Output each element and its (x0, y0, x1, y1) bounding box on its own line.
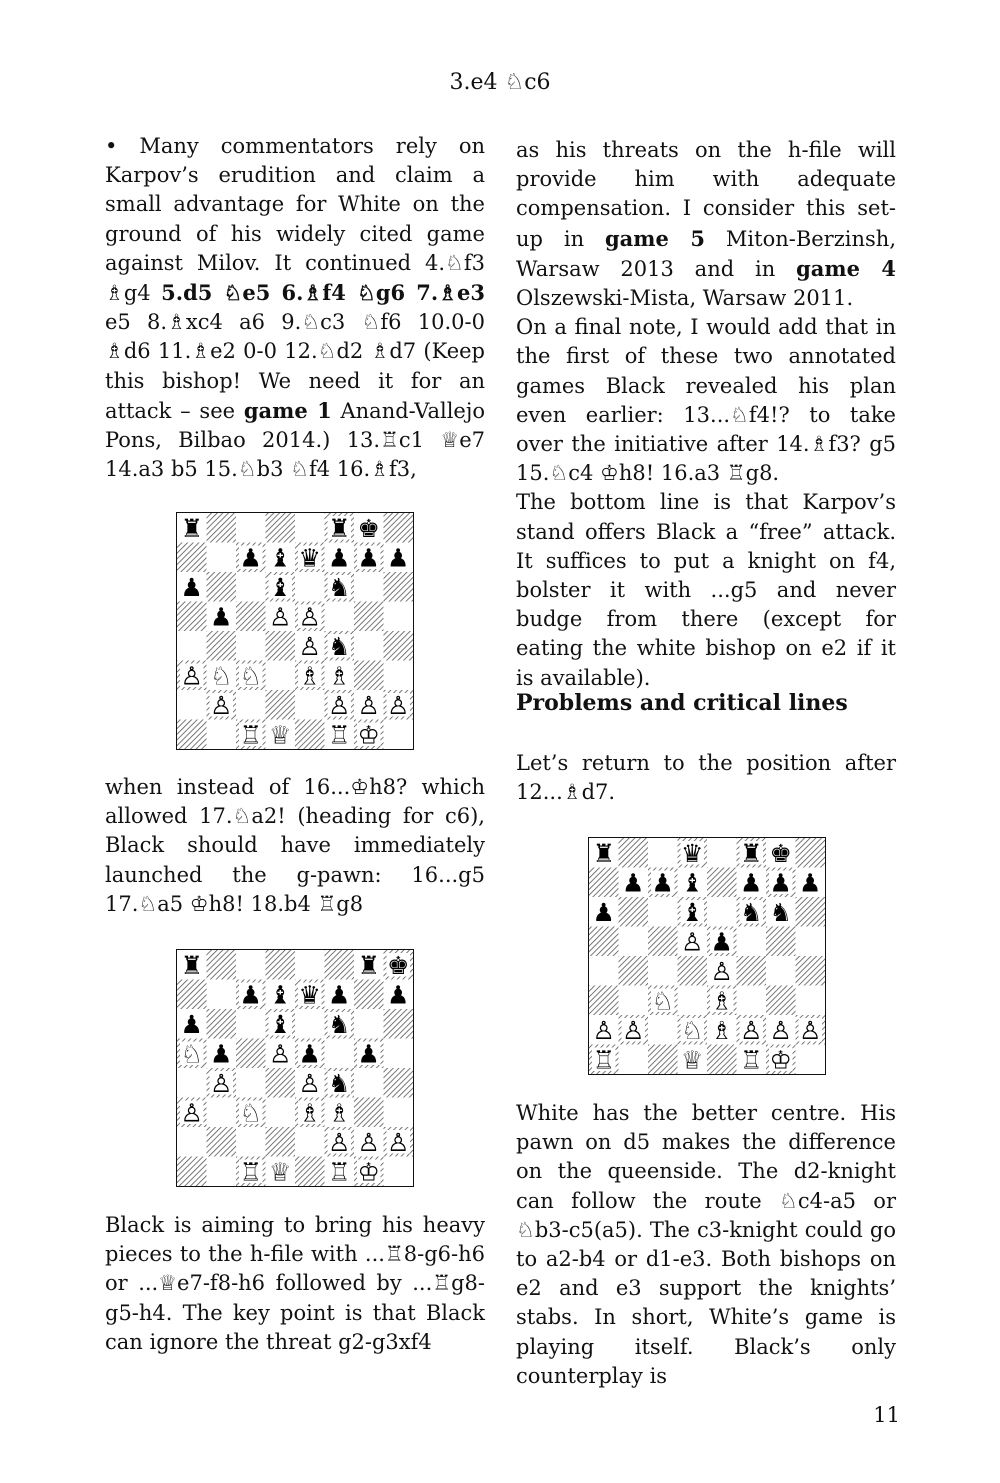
dark-square (384, 1068, 414, 1098)
light-square (177, 690, 207, 720)
black-knight-icon: ♞ (328, 631, 351, 661)
dark-square (737, 956, 767, 986)
text-run: Miton-Berzinsh, Warsaw 2013 and in (516, 226, 897, 281)
light-square (648, 838, 678, 868)
paragraph-g-pawn: when instead of 16...♔h8? which allowed 17.♘a2! (heading for c6), Black should have immediately launched the g-pawn: 16...g5 17.♘a5 ♔h8! 18.b4 ♖g8 (105, 775, 485, 916)
light-square (236, 1068, 266, 1098)
light-square (295, 690, 325, 720)
dark-square (236, 1039, 266, 1069)
black-pawn-icon: ♟ (180, 572, 203, 602)
right-column-bottom (516, 1099, 896, 1391)
text-run: Olszewski-Mista, Warsaw 2011. (516, 286, 854, 311)
white-pawn-icon: ♙ (298, 602, 321, 632)
light-square (766, 956, 796, 986)
light-square (207, 1098, 237, 1128)
black-pawn-icon: ♟ (357, 1039, 380, 1069)
black-knight-icon: ♞ (328, 1009, 351, 1039)
white-pawn-icon: ♙ (269, 1039, 292, 1069)
dark-square (619, 956, 649, 986)
white-knight-icon: ♘ (180, 1039, 203, 1069)
white-pawn-icon: ♙ (769, 1015, 792, 1045)
white-knight-icon: ♘ (239, 661, 262, 691)
black-pawn-icon: ♟ (651, 868, 674, 898)
white-knight-icon: ♘ (210, 661, 233, 691)
light-square (295, 513, 325, 543)
dark-square (207, 513, 237, 543)
light-square (295, 572, 325, 602)
dark-square (354, 602, 384, 632)
light-square (236, 1127, 266, 1157)
black-pawn-icon: ♟ (328, 543, 351, 573)
white-pawn-icon: ♙ (357, 690, 380, 720)
light-square (295, 1127, 325, 1157)
light-square (354, 1068, 384, 1098)
dark-square (207, 1009, 237, 1039)
white-knight-icon: ♘ (239, 1098, 262, 1128)
dark-square (766, 986, 796, 1016)
paragraph-heavy-pieces: Black is aiming to bring his heavy pieces to the h-file with ...♖8-g6-h6 or ...♕e7-f8-h6 followed by ...♖g8-g5-h4. The key point is that Black can ignore the threat g2-g3xf4 (105, 1213, 485, 1354)
dark-square (177, 602, 207, 632)
white-rook-icon: ♖ (239, 720, 262, 749)
white-pawn-icon: ♙ (210, 1068, 233, 1098)
white-knight-icon: ♘ (681, 1015, 704, 1045)
white-bishop-icon: ♗ (298, 661, 321, 691)
dark-square (648, 1045, 678, 1075)
black-pawn-icon: ♟ (239, 980, 262, 1010)
white-rook-icon: ♖ (239, 1157, 262, 1186)
dark-square (678, 956, 708, 986)
dark-square (796, 956, 826, 986)
dark-square (177, 1157, 207, 1187)
black-rook-icon: ♜ (592, 838, 615, 868)
paragraph-final-note: On a final note, I would add that in the first of these two annotated games Black revealed his plan even earlier: 13...♘f4!? to take over the initiative after 14.♗f3? g5 15.♘c4 ♔h8! 16.a3 ♖g8. (516, 315, 896, 486)
black-pawn-icon: ♟ (387, 980, 410, 1010)
chessboard-svg (177, 513, 413, 749)
black-pawn-icon: ♟ (210, 1039, 233, 1069)
white-queen-icon: ♕ (269, 1157, 292, 1186)
black-queen-icon: ♛ (298, 543, 321, 573)
black-pawn-icon: ♟ (357, 543, 380, 573)
bold-text-run: game 5 (605, 225, 706, 251)
dark-square (266, 513, 296, 543)
dark-square (384, 1009, 414, 1039)
black-king-icon: ♚ (357, 513, 380, 543)
white-bishop-icon: ♗ (710, 986, 733, 1016)
page-number: 11 (873, 1403, 900, 1427)
text-run: as his threats on the h-file will provide him with adequate compensation. I consider this set-up in (516, 138, 896, 251)
white-pawn-icon: ♙ (298, 631, 321, 661)
white-rook-icon: ♖ (592, 1045, 615, 1074)
light-square (796, 1045, 826, 1075)
paragraph-karpov-milov (105, 132, 485, 484)
white-pawn-icon: ♙ (710, 956, 733, 986)
black-bishop-icon: ♝ (681, 868, 704, 898)
light-square (236, 513, 266, 543)
dark-square (384, 572, 414, 602)
light-square (384, 661, 414, 691)
black-rook-icon: ♜ (180, 950, 203, 980)
black-bishop-icon: ♝ (269, 980, 292, 1010)
chessboard-svg (177, 950, 413, 1186)
text-run: • Many commentators rely on Karpov’s erudition and claim a small advantage for White on the ground of his widely cited game against Milov. It continued 4.♘f3 ♗g4 (105, 134, 485, 306)
dark-square (266, 1068, 296, 1098)
white-pawn-icon: ♙ (210, 690, 233, 720)
black-knight-icon: ♞ (740, 897, 763, 927)
black-pawn-icon: ♟ (239, 543, 262, 573)
light-square (384, 602, 414, 632)
light-square (619, 986, 649, 1016)
white-bishop-icon: ♗ (328, 661, 351, 691)
dark-square (207, 1127, 237, 1157)
black-rook-icon: ♜ (357, 950, 380, 980)
white-bishop-icon: ♗ (298, 1098, 321, 1128)
dark-square (266, 631, 296, 661)
light-square (648, 897, 678, 927)
light-square (589, 956, 619, 986)
light-square (384, 1098, 414, 1128)
dark-square (648, 927, 678, 957)
light-square (207, 543, 237, 573)
light-square (207, 980, 237, 1010)
white-queen-icon: ♕ (269, 720, 292, 749)
paragraph-bottom-line: The bottom line is that Karpov’s stand offers Black a “free” attack. It suffices to put a knight on f4, bolster it with ...g5 and never budge from there (except for eating the white bishop on e2 if it is available). (516, 490, 896, 690)
white-pawn-icon: ♙ (269, 602, 292, 632)
light-square (384, 720, 414, 750)
text-run: e5 8.♗xc4 a6 9.♘c3 ♘f6 10.0-0 ♗d6 11.♗e2 0-0 12.♘d2 ♗d7 (Keep this bishop! We need it for an attack – see (105, 310, 485, 423)
dark-square (589, 927, 619, 957)
dark-square (589, 868, 619, 898)
black-rook-icon: ♜ (328, 513, 351, 543)
dark-square (384, 631, 414, 661)
dark-square (207, 631, 237, 661)
light-square (384, 1039, 414, 1069)
light-square (325, 1039, 355, 1069)
light-square (737, 986, 767, 1016)
light-square (619, 1045, 649, 1075)
dark-square (325, 950, 355, 980)
black-knight-icon: ♞ (328, 572, 351, 602)
light-square (648, 956, 678, 986)
light-square (295, 950, 325, 980)
light-square (648, 1015, 678, 1045)
running-header: 3.e4 ♘c6 (449, 70, 551, 95)
white-pawn-icon: ♙ (328, 1127, 351, 1157)
light-square (354, 572, 384, 602)
chess-diagram-3 (588, 837, 826, 1075)
light-square (236, 572, 266, 602)
light-square (384, 1157, 414, 1187)
light-square (177, 1068, 207, 1098)
black-queen-icon: ♛ (298, 980, 321, 1010)
dark-square (236, 602, 266, 632)
white-pawn-icon: ♙ (328, 690, 351, 720)
white-king-icon: ♔ (357, 720, 380, 749)
right-column-top (516, 136, 896, 693)
dark-square (266, 690, 296, 720)
left-column-bottom (105, 1211, 485, 1357)
dark-square (619, 838, 649, 868)
black-bishop-icon: ♝ (269, 1009, 292, 1039)
black-knight-icon: ♞ (769, 897, 792, 927)
white-pawn-icon: ♙ (180, 1098, 203, 1128)
black-pawn-icon: ♟ (298, 1039, 321, 1069)
light-square (207, 1157, 237, 1187)
dark-square (796, 897, 826, 927)
paragraph-better-centre: White has the better centre. His pawn on d5 makes the difference on the queenside. The d2-knight can follow the route ♘c4-a5 or ♘b3-c5(a5). The c3-knight could go to a2-b4 or d1-e3. Both bishops on e2 and e3 support the knights’ stabs. In short, White’s game is playing itself. Black’s only counterplay is (516, 1101, 896, 1388)
black-knight-icon: ♞ (328, 1068, 351, 1098)
black-pawn-icon: ♟ (710, 927, 733, 957)
dark-square (207, 572, 237, 602)
black-pawn-icon: ♟ (740, 868, 763, 898)
light-square (619, 927, 649, 957)
white-pawn-icon: ♙ (298, 1068, 321, 1098)
light-square (796, 927, 826, 957)
black-rook-icon: ♜ (740, 838, 763, 868)
black-pawn-icon: ♟ (387, 543, 410, 573)
dark-square (766, 927, 796, 957)
white-king-icon: ♔ (769, 1045, 792, 1074)
chess-diagram-1 (176, 512, 414, 750)
bold-text-run: 5.d5 ♘e5 6.♗f4 ♘g6 7.♗e3 (161, 280, 486, 306)
black-rook-icon: ♜ (180, 513, 203, 543)
black-pawn-icon: ♟ (210, 602, 233, 632)
black-bishop-icon: ♝ (269, 572, 292, 602)
dark-square (266, 1127, 296, 1157)
white-rook-icon: ♖ (328, 1157, 351, 1186)
dark-square (796, 838, 826, 868)
white-pawn-icon: ♙ (799, 1015, 822, 1045)
light-square (236, 631, 266, 661)
dark-square (354, 661, 384, 691)
dark-square (354, 1098, 384, 1128)
light-square (236, 690, 266, 720)
light-square (707, 897, 737, 927)
black-king-icon: ♚ (387, 950, 410, 980)
black-pawn-icon: ♟ (622, 868, 645, 898)
light-square (177, 1127, 207, 1157)
section-heading: Problems and critical lines (516, 690, 848, 716)
white-king-icon: ♔ (357, 1157, 380, 1186)
dark-square (619, 897, 649, 927)
light-square (707, 838, 737, 868)
dark-square (295, 720, 325, 750)
paragraph-return-position: Let’s return to the position after 12...♗d7. (516, 751, 896, 805)
left-column-top (105, 132, 485, 484)
light-square (236, 950, 266, 980)
light-square (737, 927, 767, 957)
white-pawn-icon: ♙ (387, 690, 410, 720)
light-square (177, 631, 207, 661)
white-pawn-icon: ♙ (622, 1015, 645, 1045)
black-pawn-icon: ♟ (328, 980, 351, 1010)
chessboard-svg (589, 838, 825, 1074)
right-column-mid (516, 749, 896, 807)
light-square (266, 1098, 296, 1128)
light-square (354, 631, 384, 661)
white-bishop-icon: ♗ (328, 1098, 351, 1128)
chess-diagram-2 (176, 949, 414, 1187)
black-bishop-icon: ♝ (681, 897, 704, 927)
black-queen-icon: ♛ (681, 838, 704, 868)
white-pawn-icon: ♙ (740, 1015, 763, 1045)
dark-square (177, 543, 207, 573)
black-pawn-icon: ♟ (799, 868, 822, 898)
white-rook-icon: ♖ (328, 720, 351, 749)
dark-square (177, 720, 207, 750)
black-bishop-icon: ♝ (269, 543, 292, 573)
white-rook-icon: ♖ (740, 1045, 763, 1074)
light-square (207, 720, 237, 750)
white-knight-icon: ♘ (651, 986, 674, 1016)
dark-square (354, 980, 384, 1010)
text-run: Anand-Vallejo Pons, Bilbao 2014.) 13.♖c1 ♕e7 14.a3 b5 15.♘b3 ♘f4 16.♗f3, (105, 398, 486, 482)
white-pawn-icon: ♙ (681, 927, 704, 957)
light-square (295, 1009, 325, 1039)
dark-square (177, 980, 207, 1010)
dark-square (589, 986, 619, 1016)
white-pawn-icon: ♙ (592, 1015, 615, 1045)
white-queen-icon: ♕ (681, 1045, 704, 1074)
black-pawn-icon: ♟ (180, 1009, 203, 1039)
black-king-icon: ♚ (769, 838, 792, 868)
dark-square (707, 868, 737, 898)
left-column-mid (105, 773, 485, 919)
paragraph-compensation (516, 136, 896, 313)
bold-text-run: game 1 (243, 397, 332, 423)
light-square (325, 602, 355, 632)
white-pawn-icon: ♙ (180, 661, 203, 691)
light-square (678, 986, 708, 1016)
dark-square (295, 1157, 325, 1187)
dark-square (384, 513, 414, 543)
white-pawn-icon: ♙ (357, 1127, 380, 1157)
black-pawn-icon: ♟ (769, 868, 792, 898)
bold-text-run: game 4 (796, 255, 897, 281)
light-square (354, 1009, 384, 1039)
light-square (796, 986, 826, 1016)
dark-square (266, 950, 296, 980)
white-bishop-icon: ♗ (710, 1015, 733, 1045)
light-square (266, 661, 296, 691)
light-square (236, 1009, 266, 1039)
dark-square (207, 950, 237, 980)
white-pawn-icon: ♙ (387, 1127, 410, 1157)
black-pawn-icon: ♟ (592, 897, 615, 927)
dark-square (707, 1045, 737, 1075)
